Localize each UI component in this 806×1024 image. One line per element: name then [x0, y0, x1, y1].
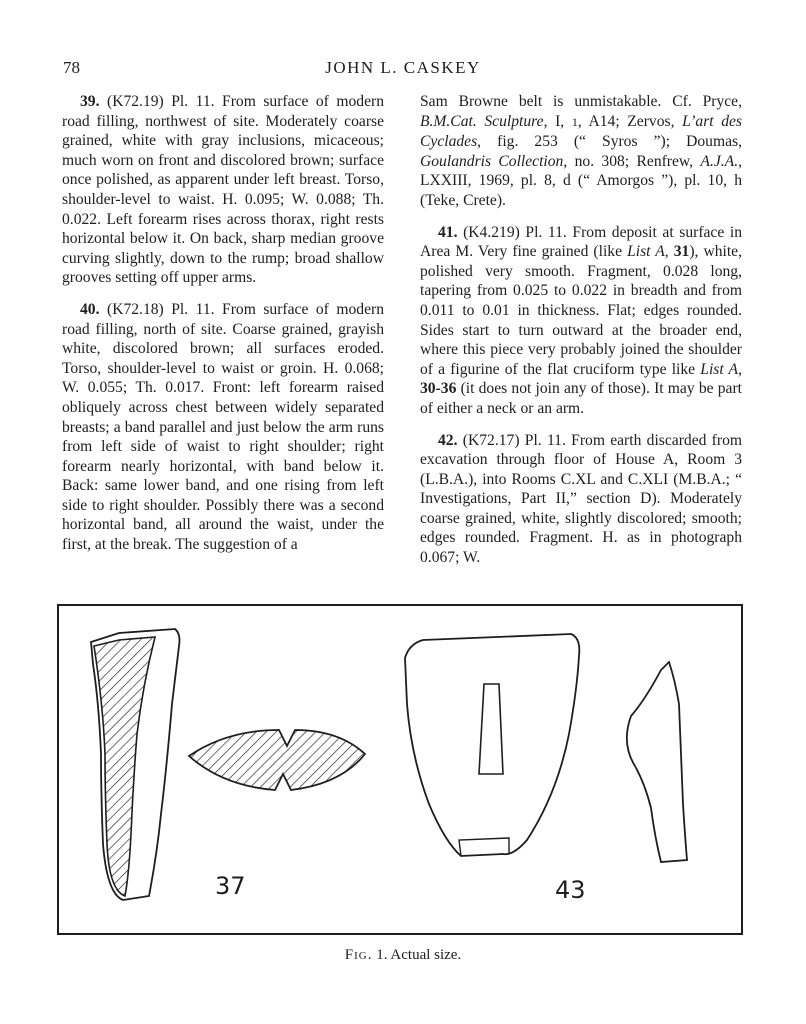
running-title: JOHN L. CASKEY [325, 58, 481, 77]
figure-label-43: 43 [555, 876, 586, 904]
figurine-37-section [189, 730, 365, 790]
text-run: , LXXIII, 1969, pl. 8, d (“ Amorgos ”), pl. 10, h (Teke, Crete). [420, 152, 742, 209]
list-reference: List A [627, 243, 665, 261]
citation-title: B.M.Cat. Sculpture [420, 112, 544, 130]
citation-title: L’art des Cyclades [420, 112, 743, 151]
text-run: ), white, polished very smooth. Fragment, 0.028 long, tapering from 0.025 to 0.022 in breadth and from 0.011 to 0.01 in thickness. Flat; edges rounded. Sides start to turn outward at the broader end, where this piece very probably joined the shoulder of a figurine of the flat cruciform type like [420, 243, 742, 378]
caption-label: Fig. [344, 947, 373, 963]
catalog-number: 31 [673, 243, 690, 261]
entry-41 [420, 223, 742, 419]
text-run: 1 [571, 114, 578, 129]
citation-title: A.J.A. [700, 152, 739, 170]
text-run: Sam Browne belt is unmistakable. Cf. Pryce, [420, 93, 742, 110]
text-run: (it does not join any of those). It may be part of either a neck or an arm. [420, 380, 742, 417]
text-run: , fig. 253 (“ Syros ”); Doumas, [477, 133, 742, 151]
figure-label-37: 37 [215, 872, 246, 900]
entry-40-number: 40. [80, 300, 100, 318]
right-column [420, 92, 742, 580]
text-run: , no. 308; Renfrew, [563, 152, 701, 170]
figure-1 [57, 604, 743, 935]
text-run: , A14; Zervos, [577, 112, 683, 130]
figurine-43-front [405, 634, 579, 856]
entry-40-text: (K72.18) Pl. 11. From surface of modern road filling, north of site. Coarse grained, grayish white, discolored brown; all surfaces eroded. Torso, shoulder-level to waist or groin. H. 0.068; W. 0.055; Th. 0.017. Front: left forearm raised obliquely across chest between widely separated breasts; a band parallel and just below the arm runs from left side of waist to right shoulder; right forearm nearly horizontal, with band below it. Back: same lower band, and one rising from left side to right shoulder. Possibly there was a second horizontal band, all around the waist, under the first, at the break. The suggestion of a [62, 300, 384, 554]
figure-caption [0, 947, 806, 964]
entry-40-continued [420, 92, 742, 211]
text-run: , I, [543, 112, 572, 130]
left-column [62, 92, 384, 567]
text-run: , [738, 360, 742, 378]
entry-39-number: 39. [80, 93, 100, 110]
text-run: , [664, 243, 674, 261]
list-reference: List A [700, 360, 739, 378]
entry-39-text: (K72.19) Pl. 11. From surface of modern road filling, northwest of site. Moderately coarse grained, white with gray inclusions, micaceous; much worn on front and discolored brown; surface once polished, as apparent under left breast. Torso, shoulder-level to waist. H. 0.095; W. 0.088; Th. 0.022. Left forearm rises across thorax, right rests horizontal below it. On back, sharp median groove curving slightly, down to the rump; broad shallow grooves setting off upper arms. [62, 93, 384, 287]
entry-41-number: 41. [438, 223, 458, 241]
text-run: (K4.219) Pl. 11. From deposit at surface in Area M. Very fine grained (like [420, 223, 742, 261]
entry-42-text: (K72.17) Pl. 11. From earth discarded from excavation through floor of House A, Room 3 (L.B.A.), into Rooms C.XL and C.XLI (M.B.A.; “ Investigations, Part II,” section D). Moderately coarse grained, white, slightly discolored; smooth; edges rounded. Fragment. H. as in photograph 0.067; W. [420, 431, 742, 567]
entry-40 [62, 300, 384, 555]
figurine-43-profile [627, 662, 687, 862]
caption-text: 1. Actual size. [372, 947, 462, 963]
page-number: 78 [63, 58, 80, 77]
entry-42-number: 42. [438, 431, 458, 449]
citation-title: Goulandris Collection [420, 152, 564, 170]
entry-39 [62, 92, 384, 288]
entry-42 [420, 431, 742, 568]
figurine-37-profile [91, 629, 180, 900]
catalog-number: 30-36 [420, 380, 457, 398]
page-header [0, 58, 806, 80]
